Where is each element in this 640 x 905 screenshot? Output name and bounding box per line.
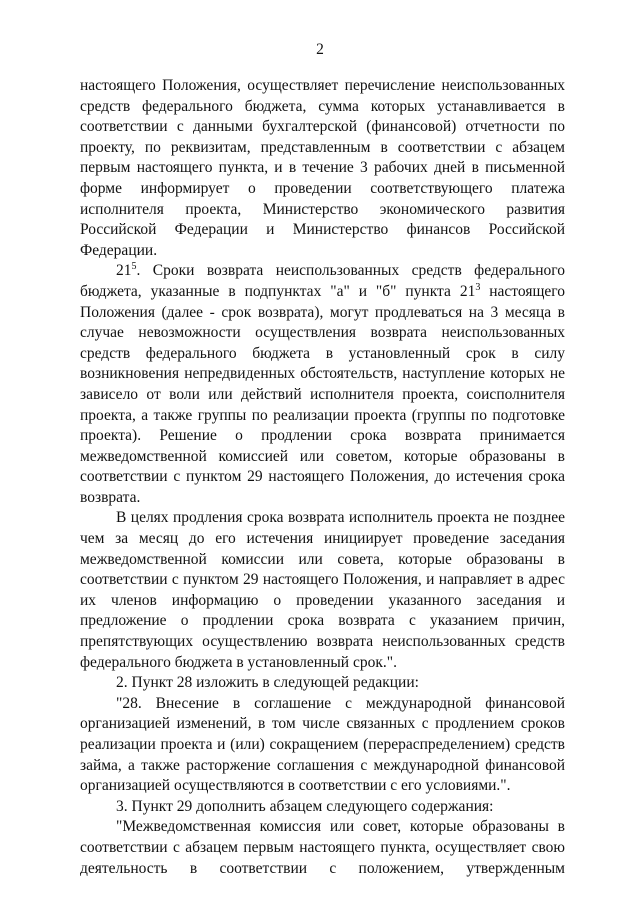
- document-body: [80, 76, 565, 879]
- paragraph-amendment-29-heading: 3. Пункт 29 дополнить абзацем следующего содержания:: [116, 797, 494, 815]
- paragraph-amendment-28-text: "28. Внесение в соглашение с международной финансовой организацией изменений, в том числе связанных с продлением сроков реализации проекта и (или) сокращением (перераспределением) средств займа, а также расторжение соглашения с международной финансовой организацией осуществляются в соответствии с его условиями.".: [80, 694, 565, 795]
- clause-number: 21: [116, 262, 132, 280]
- paragraph-extension-procedure: В целях продления срока возврата исполнитель проекта не позднее чем за месяц до его истечения инициирует проведение заседания межведомственной комиссии или совета, которые образованы в соответствии с пунктом 29 настоящего Положения, и направляет в адрес их членов информацию о проведении указанного заседания и предложение о продлении срока возврата с указанием причин, препятствующих осуществлению возврата неиспользованных средств федерального бюджета в установленный срок.".: [80, 509, 565, 671]
- page-number: 2: [316, 41, 324, 58]
- paragraph-continuation: настоящего Положения, осуществляет перечисление неиспользованных средств федерального бюджета, сумма которых устанавливается в соответствии с данными бухгалтерской (финансовой) отчетности по проекту, по реквизитам, представленным в соответствии с абзацем первым настоящего пункта, и в течение 3 рабочих дней в письменной форме информирует о проведении соответствующего платежа исполнителя проекта, Министерство экономического развития Российской Федерации и Министерство финансов Российской Федерации.: [80, 77, 565, 259]
- reference-superscript: 3: [475, 281, 481, 293]
- paragraph-amendment-29-text: "Межведомственная комиссия или совет, которые образованы в соответствии с абзацем первым настоящего пункта, осуществляет свою деятельность в соответствии с положением, утвержденным: [80, 818, 565, 877]
- clause-text-part-2: настоящего Положения (далее - срок возврата), могут продлеваться на 3 месяца в случае невозможности осуществления возврата неиспользованных средств федерального бюджета в установленный срок в силу возникновения непредвиденных обстоятельств, наступление которых не зависело от воли или действий исполнителя проекта, соисполнителя проекта, а также группы по реализации проекта (группы по подготовке проекта). Решение о продлении срока возврата принимается межведомственной комиссией или советом, которые образованы в соответствии с пунктом 29 настоящего Положения, до истечения срока возврата.: [80, 282, 565, 506]
- paragraph-amendment-28-heading: 2. Пункт 28 изложить в следующей редакции:: [116, 674, 419, 692]
- clause-text-part-1: . Сроки возврата неиспользованных средств федерального бюджета, указанные в подпунктах "а" и "б" пункта 21: [80, 262, 565, 300]
- clause-number-superscript: 5: [131, 261, 137, 273]
- paragraph-clause-21-5: [80, 261, 565, 508]
